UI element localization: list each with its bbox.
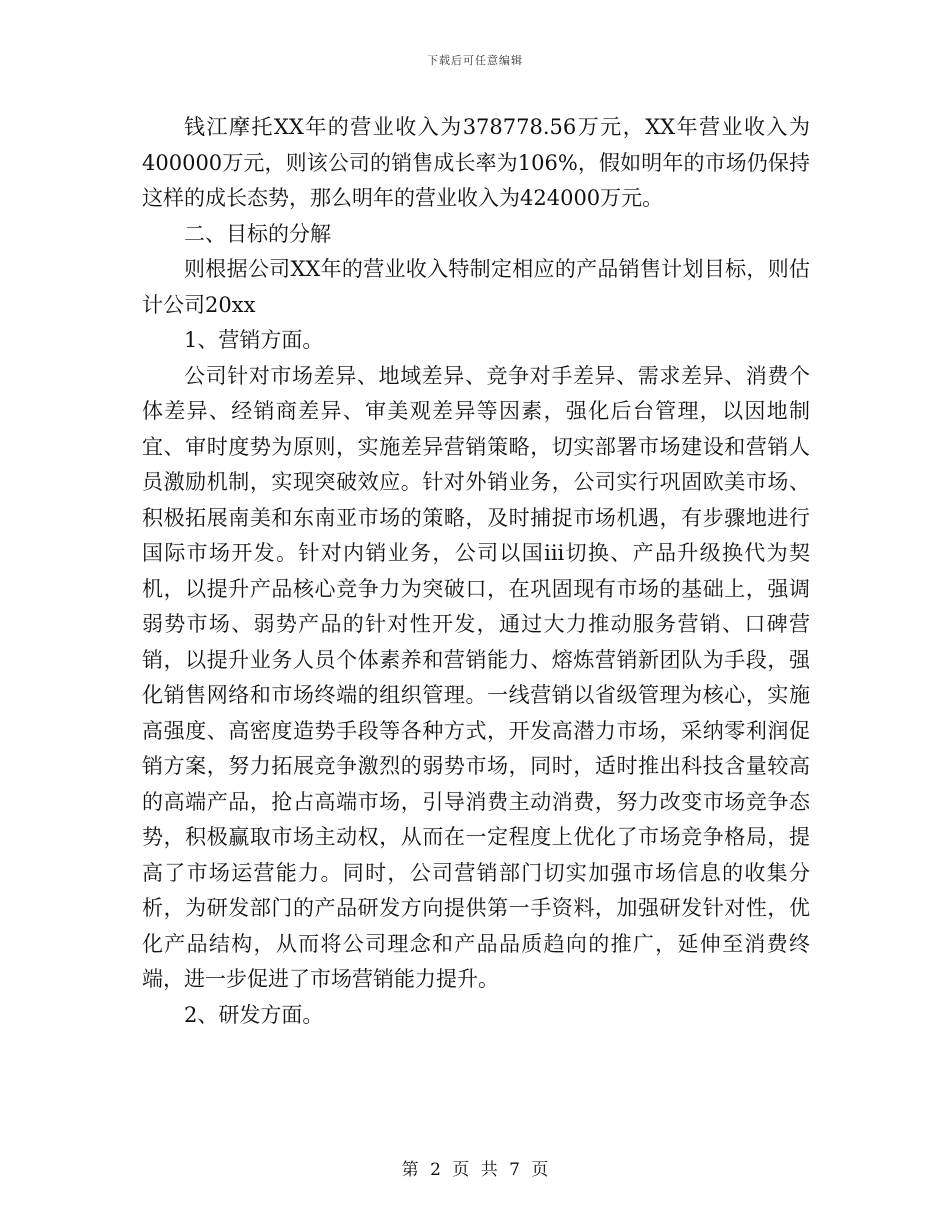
paragraph-sales-target: 则根据公司XX年的营业收入特制定相应的产品销售计划目标，则估计公司20xx (142, 257, 810, 317)
subheading-rnd: 2、研发方面。 (184, 1002, 324, 1027)
page-header: 下载后可任意编辑 (427, 54, 523, 67)
paragraph-marketing: 公司针对市场差异、地域差异、竞争对手差异、需求差异、消费个体差异、经销商差异、审美观差异等因素，强化后台管理，以因地制宜、审时度势为原则，实施差异营销策略，切实部署市场建设和营销人员激励机制，实现突破效应。针对外销业务，公司实行巩固欧美市场、积极拓展南美和东南亚市场的策略，及时捕捉市场机遇，有步骤地进行国际市场开发。针对内销业务，公司以国iii切换、产品升级换代为契机，以提升产品核心竞争力为突破口，在巩固现有市场的基础上，强调弱势市场、弱势产品的针对性开发，通过大力推动服务营销、口碑营销，以提升业务人员个体素养和营销能力、熔炼营销新团队为手段，强化销售网络和市场终端的组织管理。一线营销以省级管理为核心，实施高强度、高密度造势手段等各种方式，开发高潜力市场，采纳零利润促销方案，努力拓展竞争激烈的弱势市场，同时，适时推出科技含量较高的高端产品，抢占高端市场，引导消费主动消费，努力改变市场竞争态势，积极赢取市场主动权，从而在一定程度上优化了市场竞争格局，提高了市场运营能力。同时，公司营销部门切实加强市场信息的收集分析，为研发部门的产品研发方向提供第一手资料，加强研发针对性，优化产品结构，从而将公司理念和产品品质趋向的推广，延伸至消费终端，进一步促进了市场营销能力提升。 (142, 363, 810, 991)
paragraph-revenue: 钱江摩托XX年的营业收入为378778.56万元，XX年营业收入为400000万元，则该公司的销售成长率为106%，假如明年的市场仍保持这样的成长态势，那么明年的营业收入为424000万元。 (142, 115, 810, 210)
subheading-marketing: 1、营销方面。 (184, 328, 324, 352)
section-heading-goal-breakdown: 二、目标的分解 (184, 221, 331, 246)
page-footer: 第 2 页 共 7 页 (401, 1160, 549, 1180)
document-body (142, 110, 810, 1033)
